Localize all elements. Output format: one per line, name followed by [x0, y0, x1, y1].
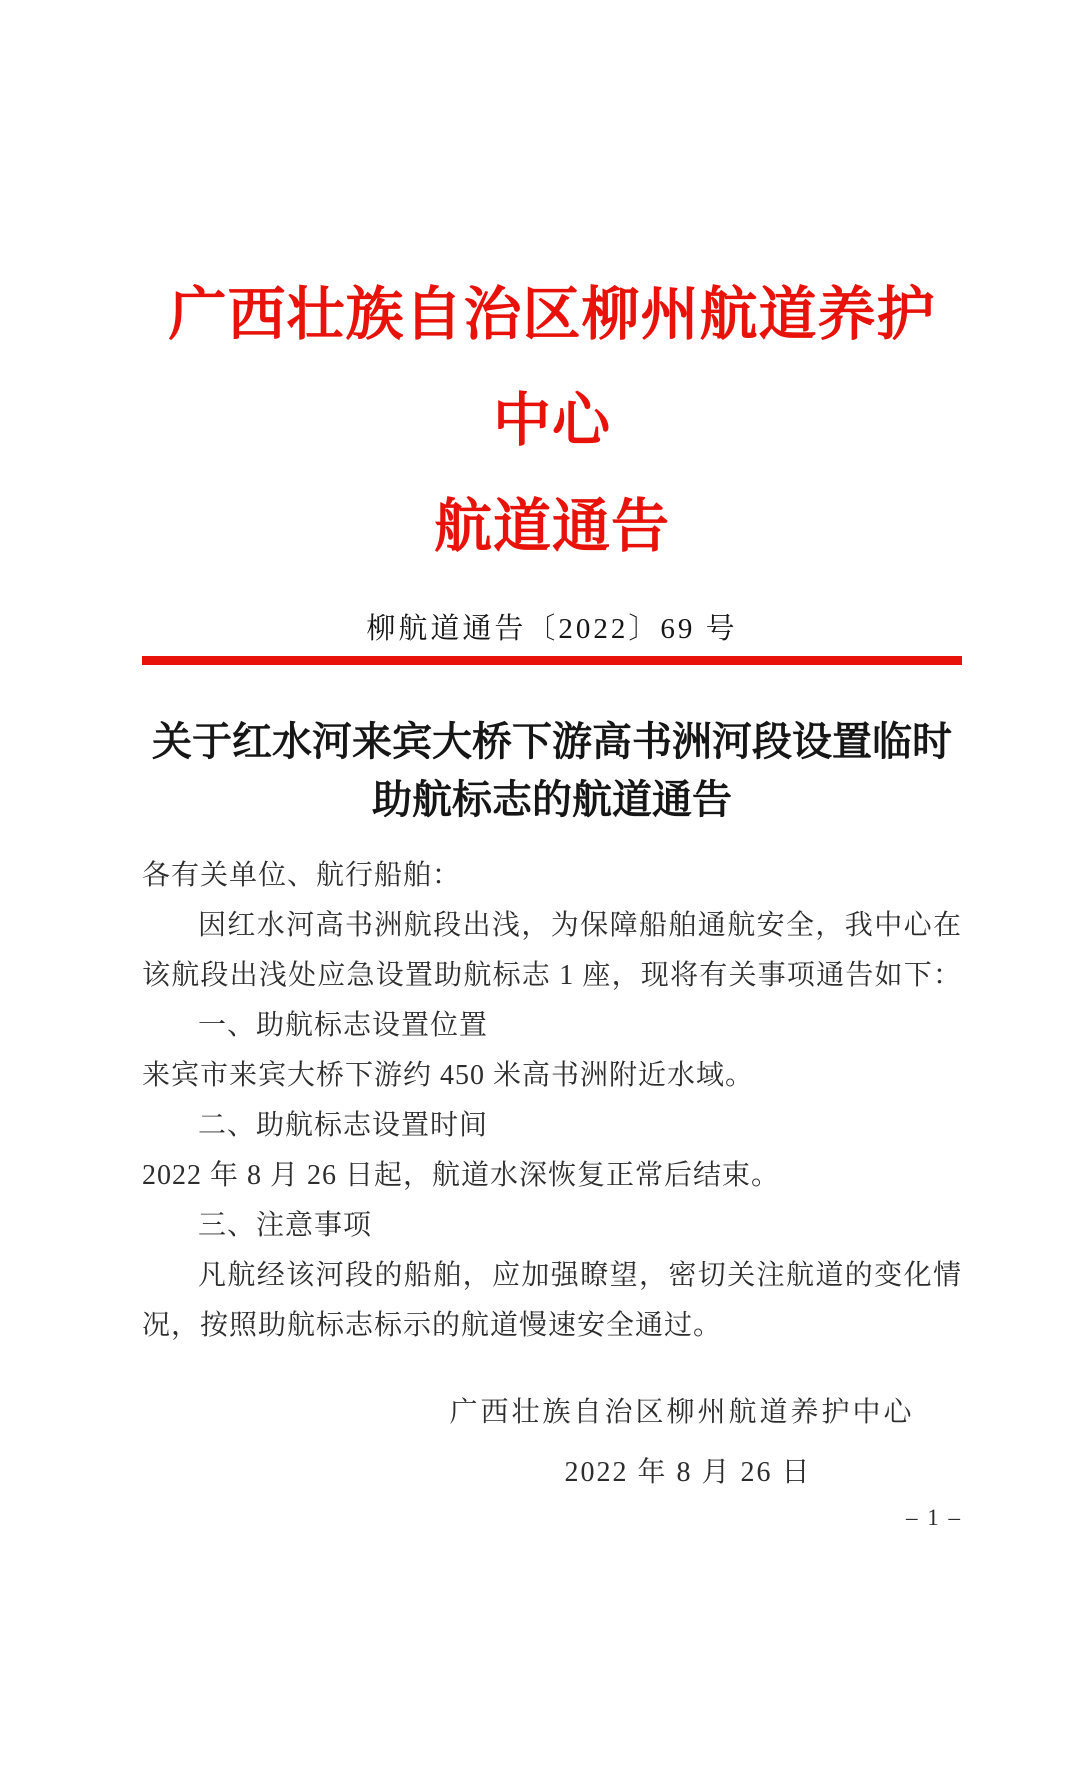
- subject-title: [142, 713, 962, 829]
- signature-org: 广西壮族自治区柳州航道养护中心: [449, 1397, 915, 1428]
- signature-date: 2022 年 8 月 26 日: [564, 1457, 812, 1488]
- org-masthead-line1: 广西壮族自治区柳州航道养护中心: [168, 282, 936, 453]
- body-line: 来宾市来宾大桥下游约 450 米高书洲附近水域。: [142, 1060, 755, 1091]
- body-section-heading-2: 二、助航标志设置时间: [198, 1110, 489, 1141]
- body-section-heading-3: 三、注意事项: [198, 1210, 373, 1241]
- body-line: 2022 年 8 月 26 日起，航道水深恢复正常后结束。: [142, 1160, 781, 1191]
- body-line: 该航段出浅处应急设置助航标志 1 座，现将有关事项通告如下：: [142, 960, 962, 991]
- org-masthead: [142, 262, 962, 580]
- body-line: 凡航经该河段的船舶，应加强瞭望，密切关注航道的变化情: [198, 1260, 962, 1291]
- body-line: 因红水河高书洲航段出浅，为保障船舶通航安全，我中心在: [198, 910, 962, 941]
- body-text: [142, 851, 962, 1351]
- body-section-heading-1: 一、助航标志设置位置: [198, 1010, 489, 1041]
- document-page: [0, 262, 1080, 1789]
- body-line: 况，按照助航标志标示的航道慢速安全通过。: [142, 1310, 723, 1341]
- body-salutation: 各有关单位、航行船舶：: [142, 860, 462, 891]
- org-masthead-line2: 航道通告: [433, 494, 670, 559]
- subject-title-line1: 关于红水河来宾大桥下游高书洲河段设置临时: [152, 719, 952, 764]
- page-number: – 1 –: [906, 1505, 962, 1530]
- subject-title-line2: 助航标志的航道通告: [372, 777, 732, 822]
- red-divider-rule: [142, 656, 962, 665]
- doc-number: 柳航道通告〔2022〕69 号: [366, 613, 738, 645]
